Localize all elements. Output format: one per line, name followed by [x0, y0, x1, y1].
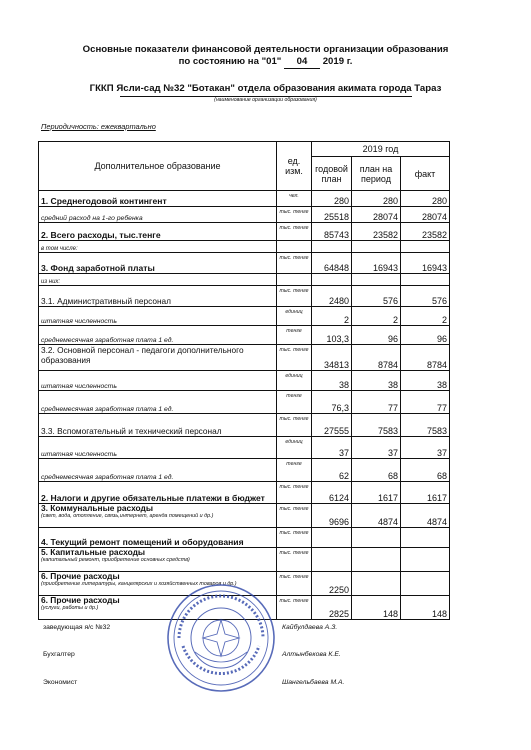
row-fact: 1617 — [401, 482, 450, 504]
row-label: 2. Налоги и другие обязательные платежи в бюджет — [39, 482, 277, 504]
row-period: 148 — [352, 596, 401, 620]
row-plan: 25518 — [312, 207, 352, 223]
table-row — [39, 437, 450, 459]
row-title: 5. Капитальные расходы — [41, 547, 146, 557]
report-year: 2019 г. — [322, 56, 353, 67]
row-plan: 2480 — [312, 286, 352, 307]
row-label: средний расход на 1-го ребенка — [39, 207, 277, 223]
row-unit: тенге — [277, 391, 312, 414]
row-note: (услуги, работы и др.) — [41, 605, 99, 611]
row-label: среднемесячная заработная плата 1 ед. — [39, 391, 277, 414]
row-plan: 37 — [312, 437, 352, 459]
row-label: штатная численность — [39, 307, 277, 326]
row-fact: 38 — [401, 371, 450, 391]
row-period: 37 — [352, 437, 401, 459]
row-fact: 7583 — [401, 414, 450, 437]
table-row — [39, 207, 450, 223]
row-title: 6. Прочие расходы — [41, 595, 120, 605]
row-plan: 64848 — [312, 253, 352, 274]
row-label: 1. Среднегодовой контингент — [39, 191, 277, 207]
row-label: среднемесячная заработная плата 1 ед. — [39, 459, 277, 482]
row-plan: 76,3 — [312, 391, 352, 414]
table-row — [39, 459, 450, 482]
periodicity-label: Периодичность: ежеквартально — [41, 122, 156, 131]
table-row — [39, 274, 450, 286]
row-unit: тыс. тенге — [277, 207, 312, 223]
row-note: (приобретение литературы, канцелярских и хозяйственных товаров и др.) — [41, 581, 237, 587]
row-fact — [401, 548, 450, 572]
row-label: 4. Текущий ремонт помещений и оборудования — [39, 528, 277, 548]
row-label: 3. Фонд заработной платы — [39, 253, 277, 274]
table-row — [39, 371, 450, 391]
table-row — [39, 528, 450, 548]
row-label: 3.1. Административный персонал — [39, 286, 277, 307]
row-unit: тыс. тенге — [277, 596, 312, 620]
row-period: 77 — [352, 391, 401, 414]
row-period: 38 — [352, 371, 401, 391]
row-plan: 34813 — [312, 345, 352, 371]
row-title: 3. Коммунальные расходы — [41, 503, 153, 513]
col-header-plan-year: годовой план — [312, 157, 352, 191]
row-period: 28074 — [352, 207, 401, 223]
table-row — [39, 391, 450, 414]
table-row — [39, 241, 450, 253]
row-period — [352, 528, 401, 548]
row-unit: тенге — [277, 459, 312, 482]
table-row — [39, 414, 450, 437]
row-plan: 2250 — [312, 572, 352, 596]
row-period: 16943 — [352, 253, 401, 274]
row-period: 23582 — [352, 223, 401, 241]
signature-name-head: Кайбулдаева А.З. — [282, 624, 338, 631]
row-plan: 85743 — [312, 223, 352, 241]
row-label: среднемесячная заработная плата 1 ед. — [39, 326, 277, 345]
row-unit: тыс. тенге — [277, 504, 312, 528]
row-period: 68 — [352, 459, 401, 482]
row-fact: 28074 — [401, 207, 450, 223]
organization-note: (наименование организации образования) — [214, 97, 317, 103]
row-fact: 8784 — [401, 345, 450, 371]
row-label: 3.2. Основной персонал - педагоги дополнительного образования — [39, 345, 277, 371]
row-label — [39, 548, 277, 572]
organization-name: ГККП Ясли-сад №32 "Ботакан" отдела образования акимата города Тараз — [89, 83, 442, 94]
row-plan: 280 — [312, 191, 352, 207]
row-fact: 77 — [401, 391, 450, 414]
row-label — [39, 504, 277, 528]
report-title: Основные показатели финансовой деятельности организации образования — [82, 44, 449, 55]
row-period: 7583 — [352, 414, 401, 437]
report-month: 04 — [284, 56, 320, 69]
row-plan: 9696 — [312, 504, 352, 528]
row-period: 4874 — [352, 504, 401, 528]
row-fact — [401, 572, 450, 596]
signature-name-economist: Шангельбаева М.А. — [282, 679, 345, 686]
col-header-year: 2019 год — [312, 142, 450, 157]
row-plan: 2825 — [312, 596, 352, 620]
row-label: штатная численность — [39, 371, 277, 391]
report-date-prefix: по состоянию на "01" — [178, 56, 282, 67]
row-fact: 576 — [401, 286, 450, 307]
row-plan: 62 — [312, 459, 352, 482]
row-plan: 27555 — [312, 414, 352, 437]
row-unit: тыс. тенге — [277, 286, 312, 307]
row-period — [352, 572, 401, 596]
row-label: из них: — [39, 274, 277, 286]
table-row — [39, 482, 450, 504]
row-fact: 4874 — [401, 504, 450, 528]
table-row — [39, 326, 450, 345]
row-period — [352, 548, 401, 572]
row-period: 96 — [352, 326, 401, 345]
row-unit: тыс. тенге — [277, 528, 312, 548]
row-unit: чел. — [277, 191, 312, 207]
row-fact — [401, 528, 450, 548]
signature-role-head: заведующая я/с №32 — [43, 624, 111, 631]
table-row — [39, 286, 450, 307]
row-unit: единиц — [277, 437, 312, 459]
row-plan: 6124 — [312, 482, 352, 504]
row-unit: тыс. тенге — [277, 414, 312, 437]
row-period: 1617 — [352, 482, 401, 504]
signature-role-economist: Экономист — [43, 679, 78, 686]
row-unit: тыс. тенге — [277, 482, 312, 504]
row-period: 576 — [352, 286, 401, 307]
signature-name-accountant: Алтынбекова К.Е. — [282, 651, 341, 658]
table-row — [39, 504, 450, 528]
row-plan: 38 — [312, 371, 352, 391]
row-title: 6. Прочие расходы — [41, 571, 120, 581]
row-plan: 103,3 — [312, 326, 352, 345]
row-unit: тыс. тенге — [277, 253, 312, 274]
table-row — [39, 223, 450, 241]
row-fact: 37 — [401, 437, 450, 459]
row-note: (капитальный ремонт, приобретение основных средств) — [41, 557, 190, 563]
signature-role-accountant: Бухгалтер — [43, 651, 75, 658]
table-row — [39, 191, 450, 207]
table-row — [39, 345, 450, 371]
row-fact: 16943 — [401, 253, 450, 274]
row-period: 8784 — [352, 345, 401, 371]
row-unit: единиц — [277, 307, 312, 326]
financial-table — [38, 141, 450, 620]
row-fact: 280 — [401, 191, 450, 207]
row-fact: 96 — [401, 326, 450, 345]
row-unit: тенге — [277, 326, 312, 345]
row-unit: тыс. тенге — [277, 345, 312, 371]
row-fact: 23582 — [401, 223, 450, 241]
row-unit: единиц — [277, 371, 312, 391]
row-unit: тыс. тенге — [277, 223, 312, 241]
row-plan — [312, 548, 352, 572]
row-unit: тыс. тенге — [277, 548, 312, 572]
row-plan — [312, 528, 352, 548]
row-label: 3.3. Вспомогательный и технический персонал — [39, 414, 277, 437]
report-date — [0, 56, 531, 69]
row-period: 2 — [352, 307, 401, 326]
row-note: (свет, вода, отопление, связь,интернет, аренда помещений и др.) — [41, 513, 214, 519]
col-header-plan-period: план на период — [352, 157, 401, 191]
row-fact: 68 — [401, 459, 450, 482]
row-unit: тыс. тенге — [277, 572, 312, 596]
col-header-name: Дополнительное образование — [39, 142, 277, 191]
col-header-unit: ед. изм. — [277, 142, 312, 191]
row-plan: 2 — [312, 307, 352, 326]
official-stamp — [165, 582, 277, 694]
col-header-fact: факт — [401, 157, 450, 191]
row-fact: 148 — [401, 596, 450, 620]
row-label: в том числе: — [39, 241, 277, 253]
row-fact: 2 — [401, 307, 450, 326]
table-row — [39, 548, 450, 572]
row-label: штатная численность — [39, 437, 277, 459]
row-label: 2. Всего расходы, тыс.тенге — [39, 223, 277, 241]
table-row — [39, 253, 450, 274]
table-row — [39, 307, 450, 326]
row-period: 280 — [352, 191, 401, 207]
